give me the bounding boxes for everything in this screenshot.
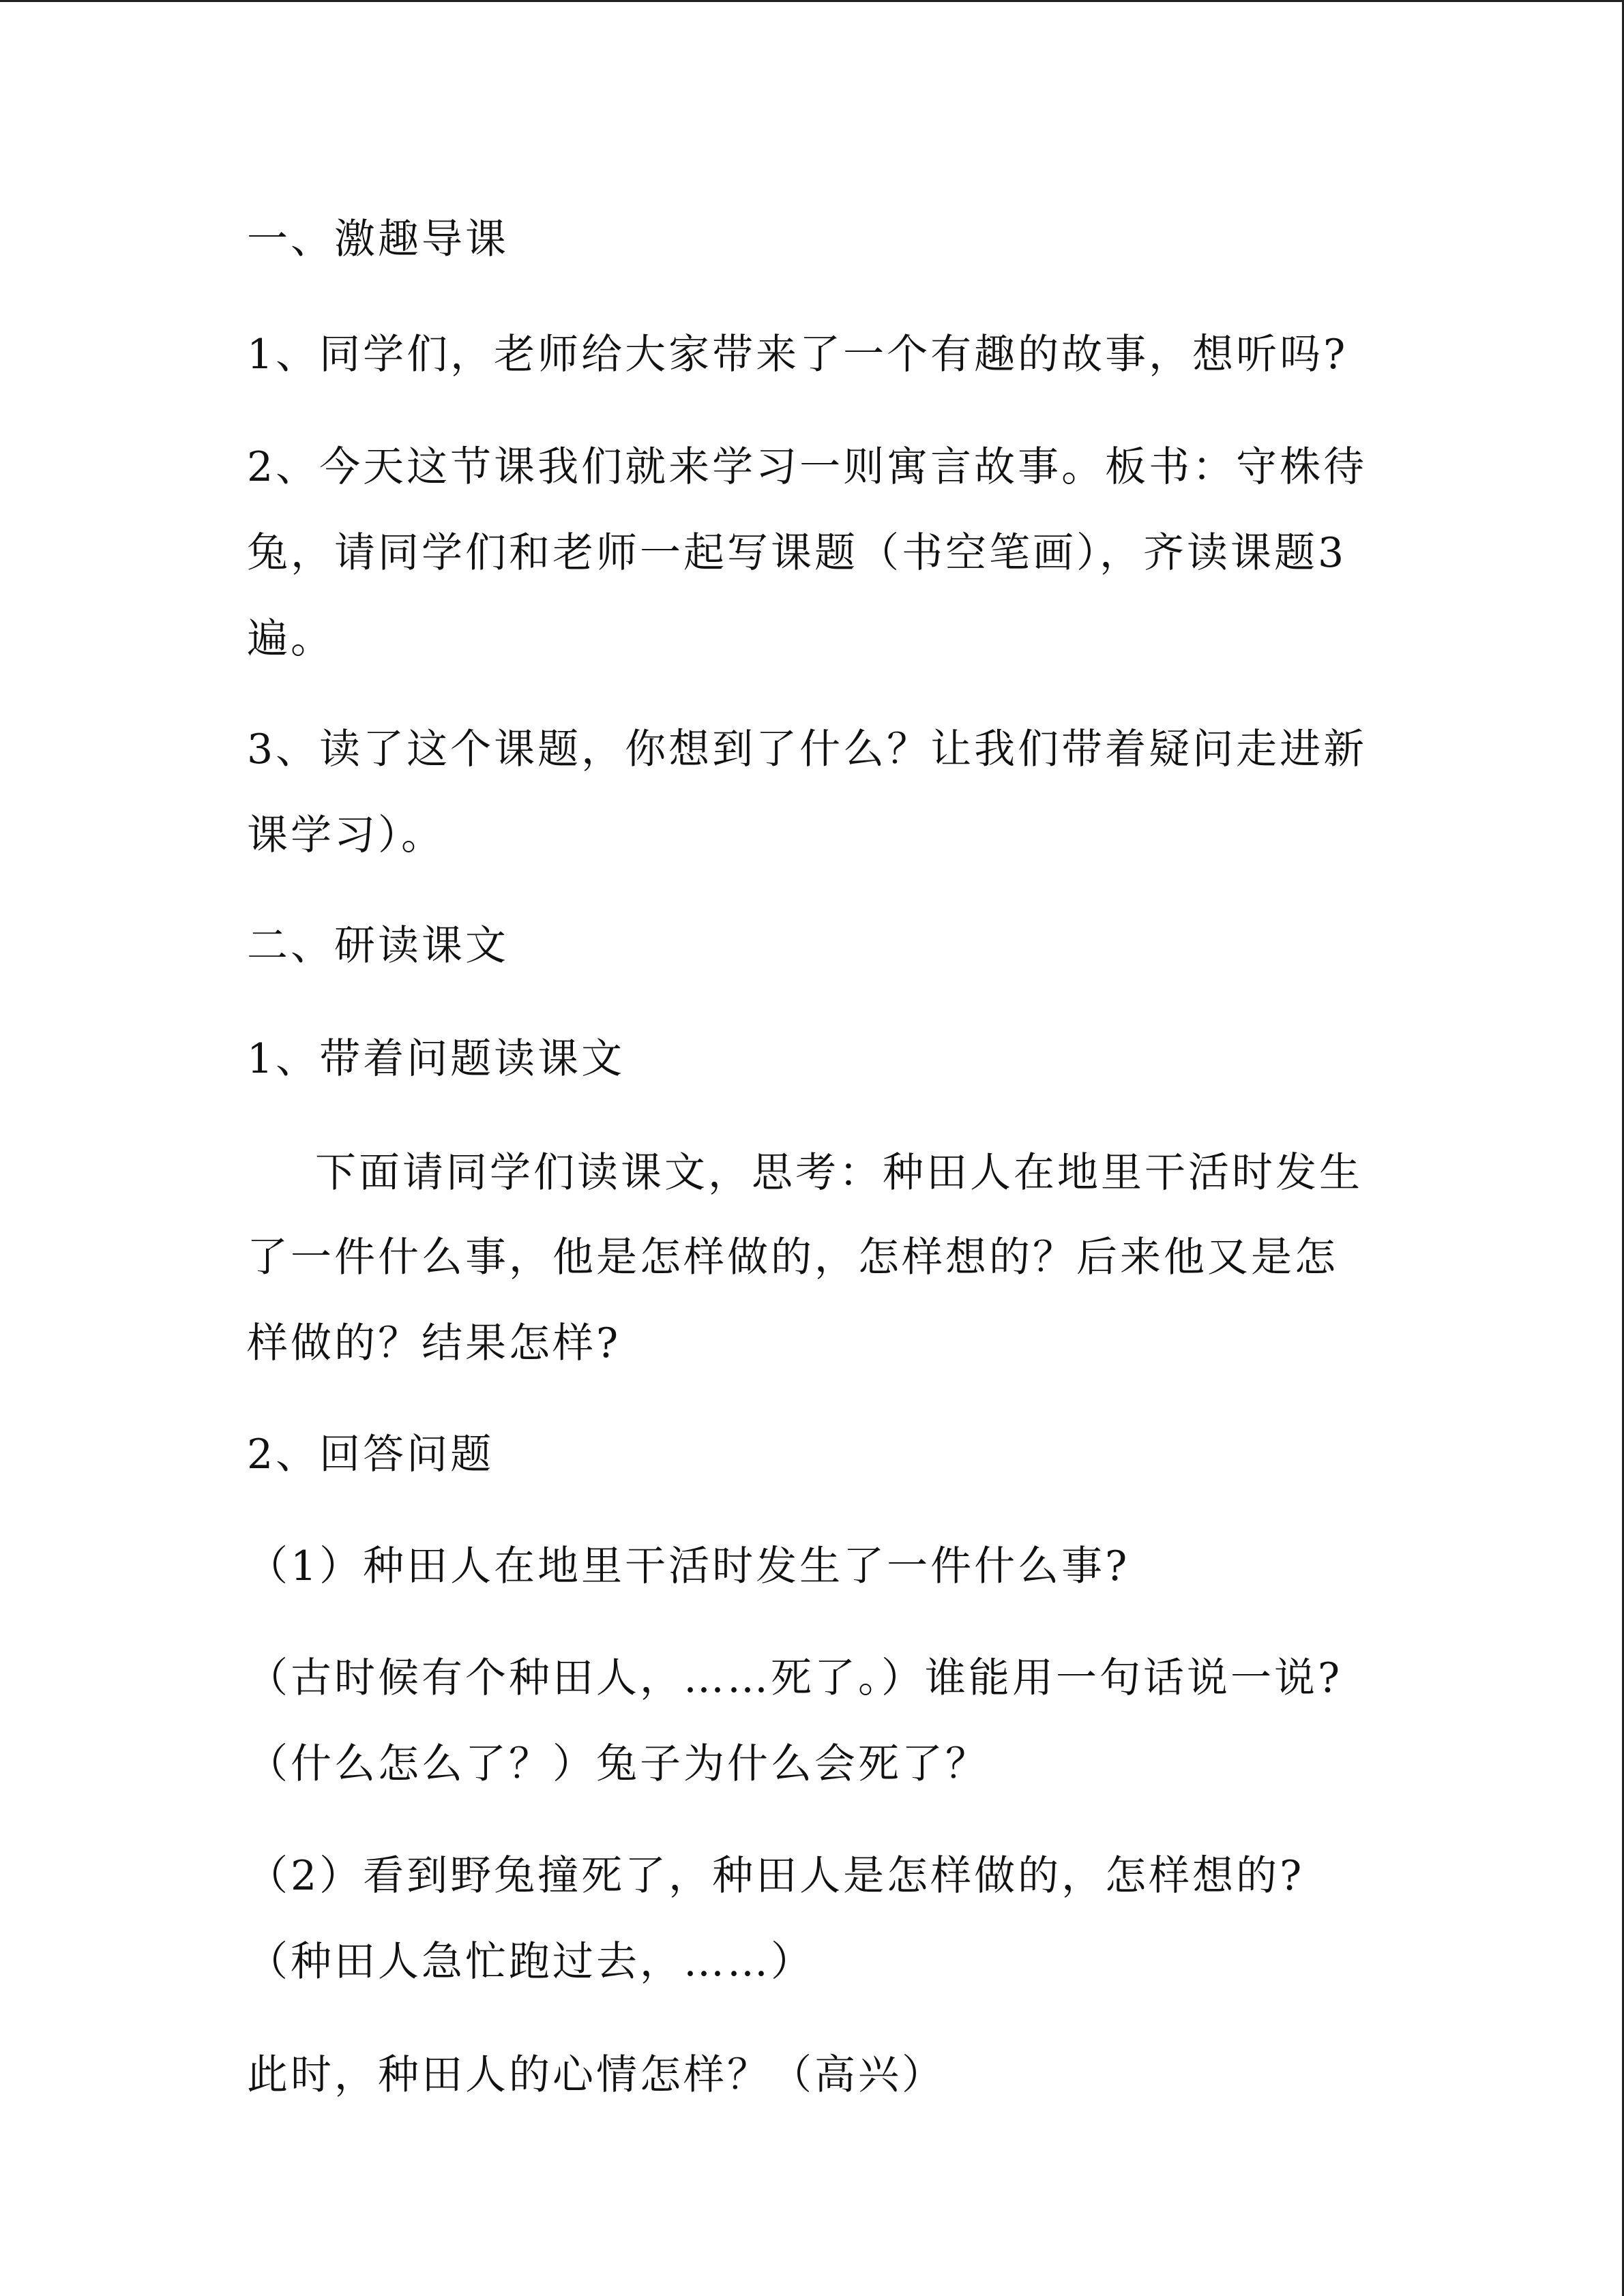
paragraph-line: 兔，请同学们和老师一起写课题（书空笔画），齐读课题3 [247, 529, 1347, 577]
paragraph-line: 3、读了这个课题，你想到了什么？让我们带着疑问走进新 [247, 726, 1368, 773]
question-line: （2）看到野兔撞死了，种田人是怎样做的，怎样想的? [247, 1852, 1305, 1900]
subheading: 2、回答问题 [247, 1431, 494, 1478]
paragraph-line: 此时，种田人的心情怎样？（高兴） [247, 2051, 945, 2099]
paragraph-line: （种田人急忙跑过去，……） [247, 1938, 814, 1986]
question-line: （1）种田人在地里干活时发生了一件什么事? [247, 1542, 1130, 1590]
paragraph-line: 样做的？结果怎样? [247, 1320, 621, 1367]
paragraph-line: 2、今天这节课我们就来学习一则寓言故事。板书：守株待 [247, 443, 1368, 491]
section-heading-2: 二、研读课文 [247, 922, 509, 970]
subheading: 1、带着问题读课文 [247, 1035, 625, 1083]
paragraph-line: 遍。 [247, 615, 334, 663]
section-heading-1: 一、激趣导课 [247, 215, 509, 263]
paragraph-line: （什么怎么了？）兔子为什么会死了？ [247, 1740, 989, 1788]
paragraph-line: 课学习）。 [247, 811, 445, 859]
paragraph-line: 了一件什么事，他是怎样做的，怎样想的？后来他又是怎 [247, 1234, 1338, 1281]
paragraph-line: 1、同学们，老师给大家带来了一个有趣的故事，想听吗? [247, 331, 1348, 378]
paragraph-line: （古时候有个种田人，……死了。）谁能用一句话说一说? [247, 1654, 1343, 1702]
paragraph-line: 下面请同学们读课文，思考：种田人在地里干活时发生 [315, 1149, 1363, 1197]
